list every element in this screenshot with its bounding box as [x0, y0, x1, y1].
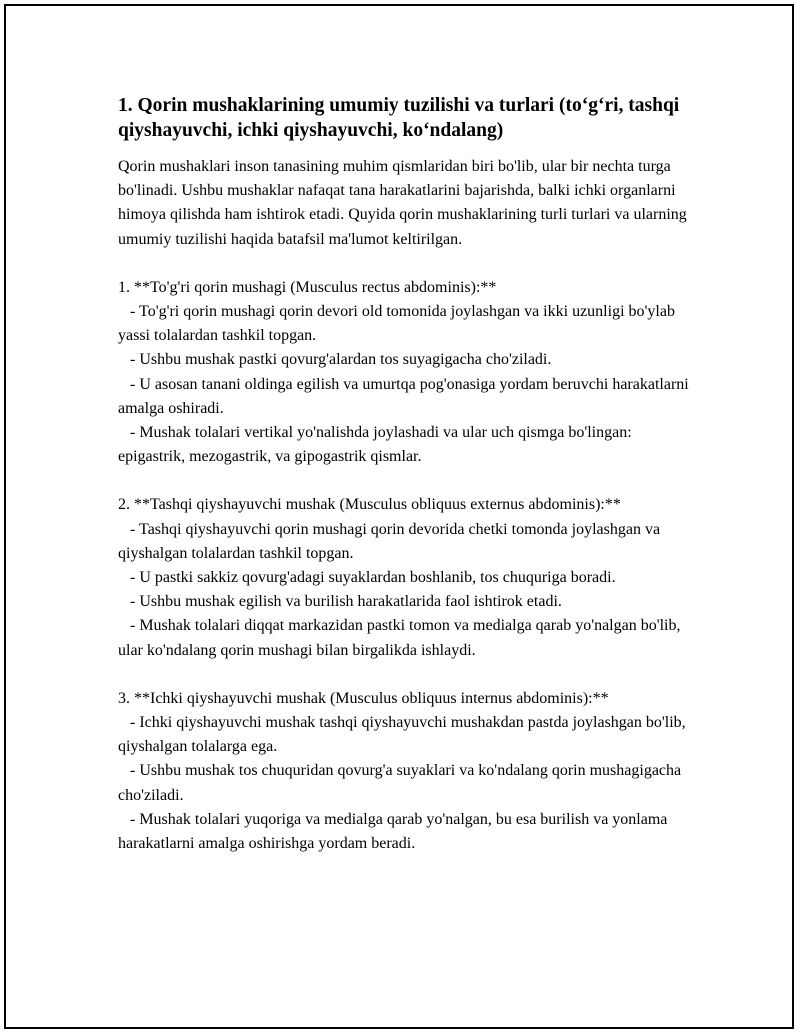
section-obliquus-externus: 2. **Tashqi qiyshayuvchi mushak (Musculus obliquus externus abdominis):** - Tashqi qiyshayuvchi qorin mushagi qorin devorida chetki tomonda joylashgan va qiyshalgan tolalardan tashkil topgan. - U pastki sakkiz qovurg'adagi suyaklardan boshlanib, tos chuquriga boradi. - Ushbu mushak egilish va burilish harakatlarida faol ishtirok etadi. - Mushak tolalari diqqat markazidan pastki tomon va medialga qarab yo'nalgan bo'lib, ular ko'ndalang qorin mushagi bilan birgalikda ishlaydi.: [118, 496, 681, 659]
document-heading: 1. Qorin mushaklarining umumiy tuzilishi va turlari (to‘g‘ri, tashqi qiyshayuvchi, ichki qiyshayuvchi, ko‘ndalang): [118, 95, 680, 141]
intro-paragraph: Qorin mushaklari inson tanasining muhim qismlaridan biri bo'lib, ular bir nechta turga bo'linadi. Ushbu mushaklar nafaqat tana harakatlarini bajarishda, balki ichki organlarni himoya qilishda ham ishtirok etadi. Quyida qorin mushaklarining turli turlari va ularning umumiy tuzilishi haqida batafsil ma'lumot keltirilgan.: [118, 158, 691, 248]
section-rectus-abdominis: 1. **To'g'ri qorin mushagi (Musculus rectus abdominis):** - To'g'ri qorin mushagi qorin devori old tomonida joylashgan va ikki uzunligi bo'ylab yassi tolalardan tashkil topgan. - Ushbu mushak pastki qovurg'alardan tos suyagigacha cho'ziladi. - U asosan tanani oldinga egilish va umurtqa pog'onasiga yordam beruvchi harakatlarni amalga oshiradi. - Mushak tolalari vertikal yo'nalishda joylashadi va ular uch qismga bo'lingan: epigastrik, mezogastrik, va gipogastrik qismlar.: [118, 278, 689, 466]
section-obliquus-internus: 3. **Ichki qiyshayuvchi mushak (Musculus obliquus internus abdominis):** - Ichki qiyshayuvchi mushak tashqi qiyshayuvchi mushakdan pastda joylashgan bo'lib, qiyshalgan tolalarga ega. - Ushbu mushak tos chuquridan qovurg'a suyaklari va ko'ndalang qorin mushagigacha cho'ziladi. - Mushak tolalari yuqoriga va medialga qarab yo'nalgan, bu esa burilish va yonlama harakatlarni amalga oshirishga yordam beradi.: [118, 689, 686, 853]
document-body: [118, 93, 698, 856]
